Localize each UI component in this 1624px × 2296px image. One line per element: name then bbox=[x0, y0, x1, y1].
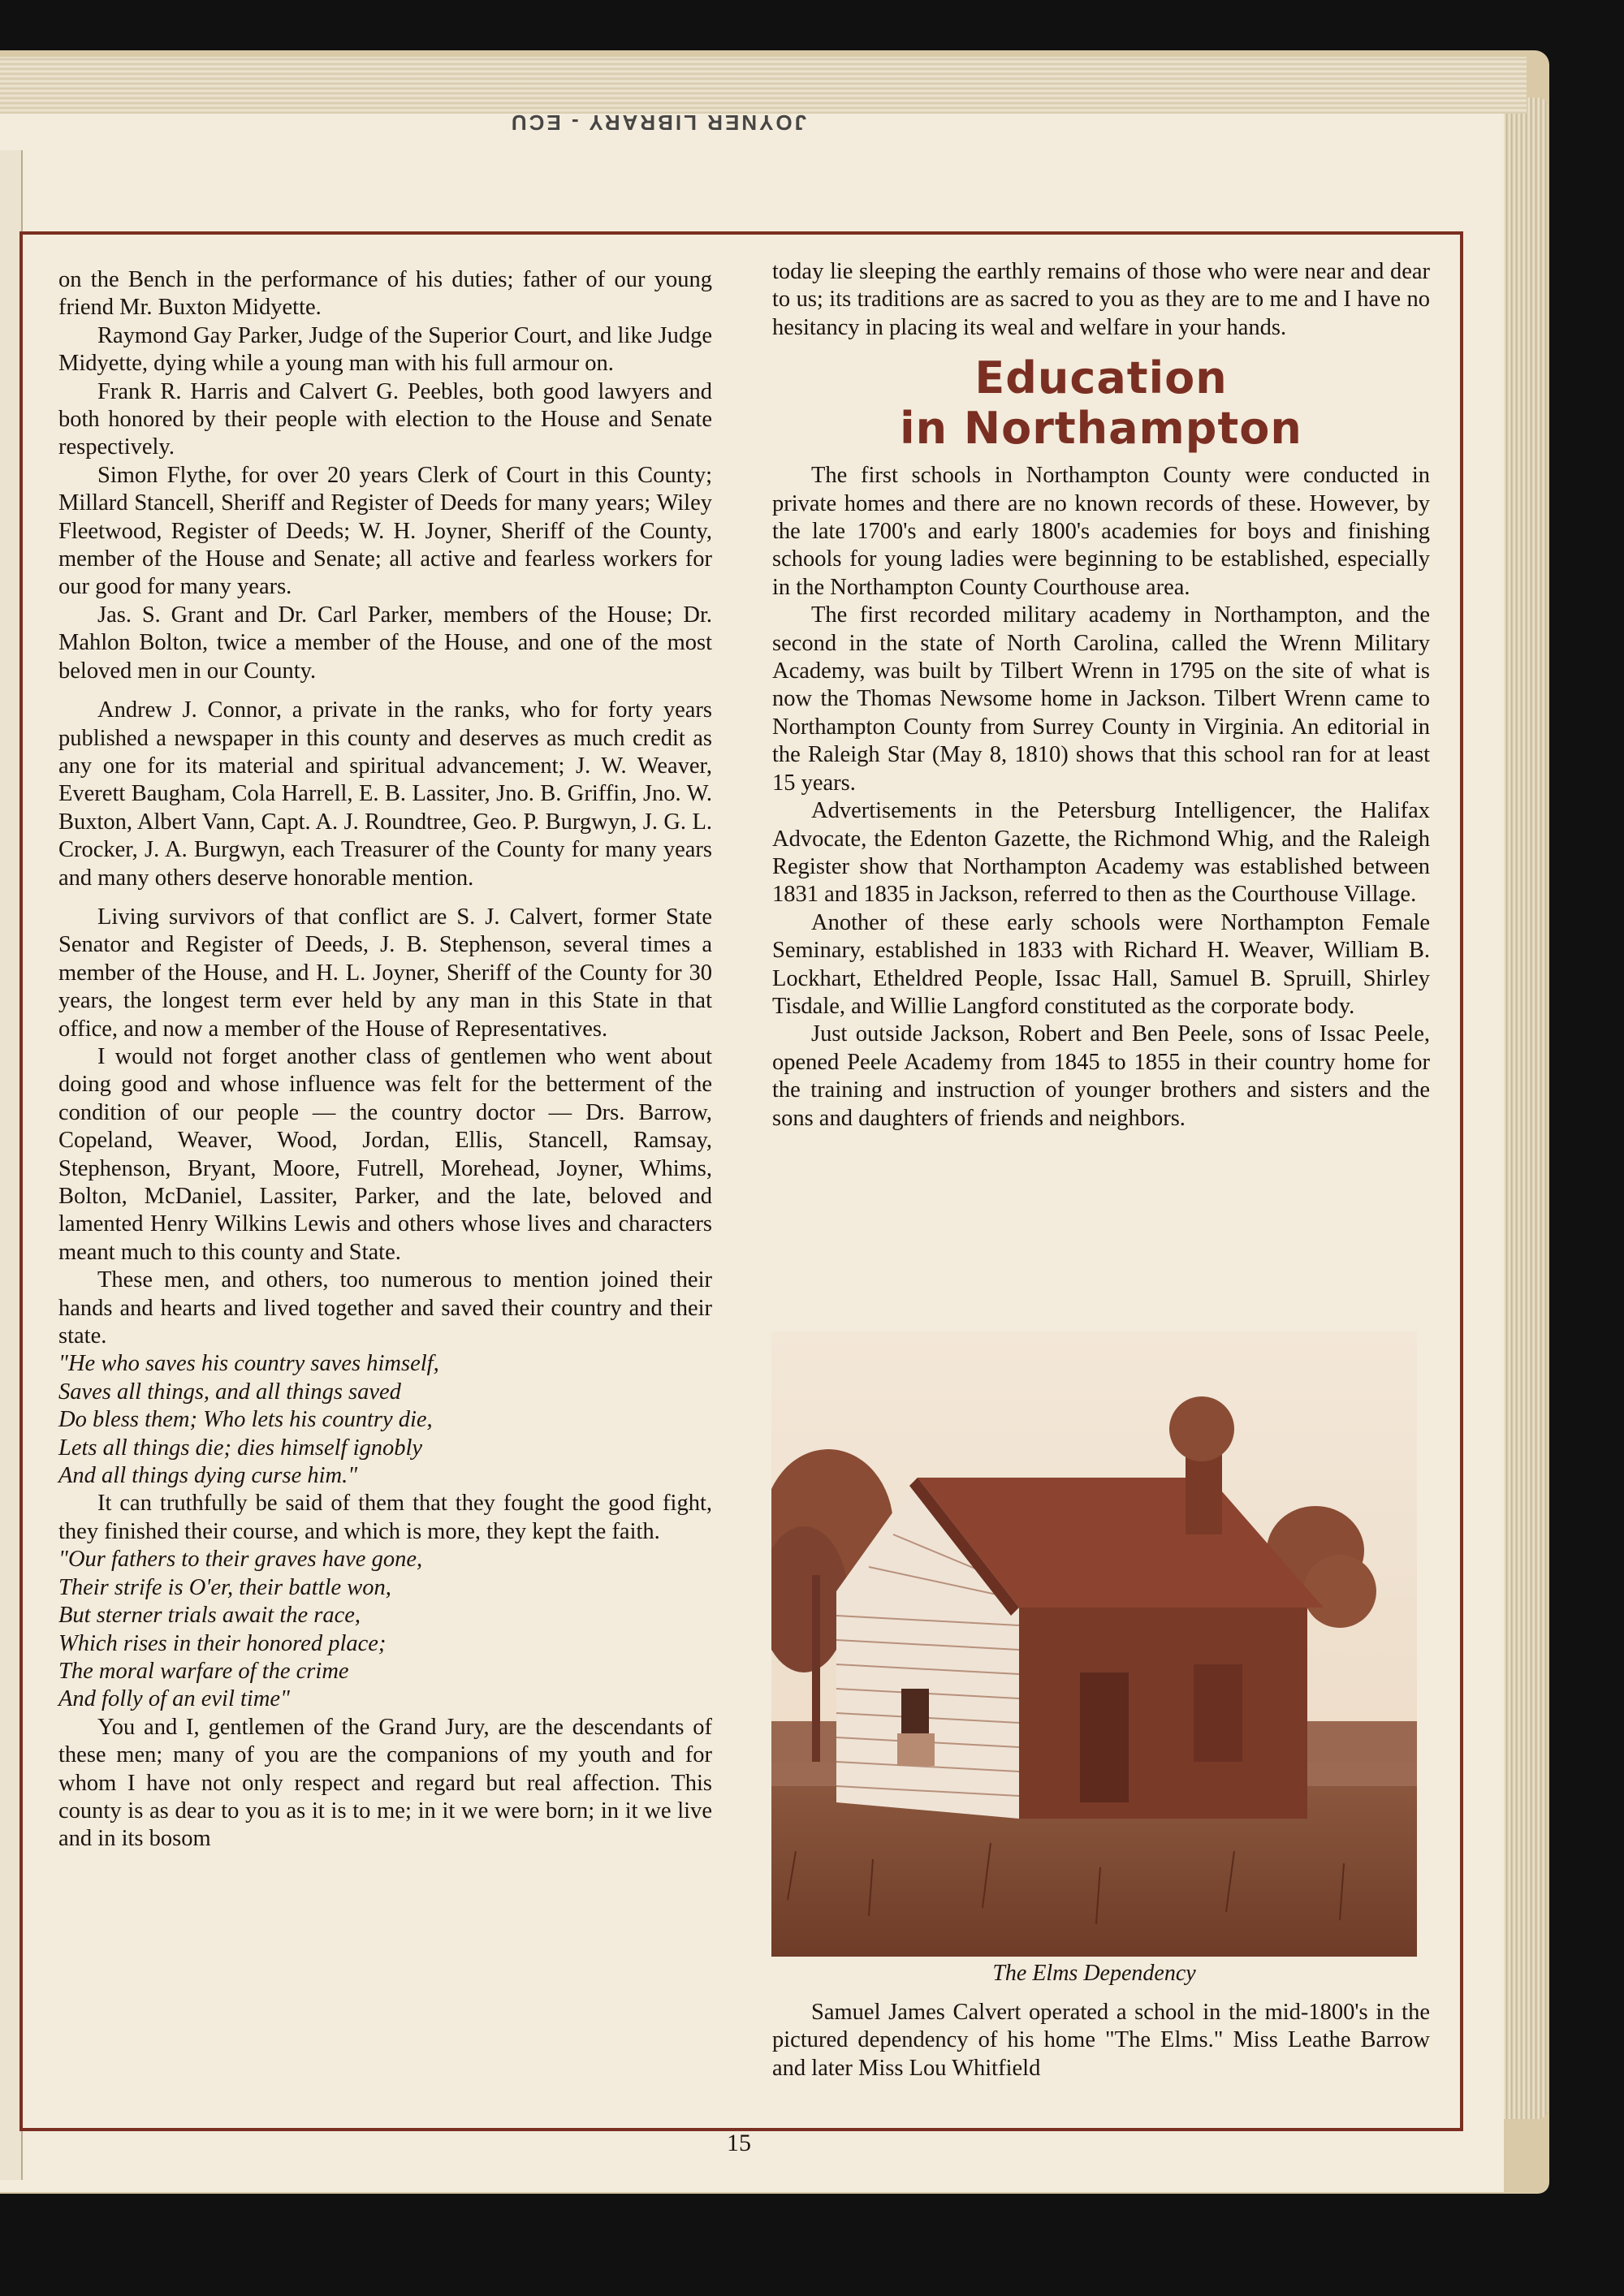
library-stamp: JOYNER LIBRARY - ECU bbox=[508, 110, 807, 135]
heading-line: Education bbox=[974, 352, 1228, 404]
paragraph: I would not forget another class of gentlemen who went about doing good and whose influence was felt for the betterment of the condition of our people — the country doctor — Drs. Barrow, Copeland, Weaver, Wood, Jordan, Ellis, Stancell, Ramsay, Stephenson, Bryant, Moore, Futrell, Morehead, Joyner, Whims, Bolton, McDaniel, Lassiter, Parker, and the late, beloved and lamented Henry Wilkins Lewis and others whose lives and characters meant much to this county and State. bbox=[58, 1043, 712, 1265]
paragraph: These men, and others, too numerous to mention joined their hands and hearts and lived together and saved their country and their state. bbox=[58, 1267, 712, 1349]
poem-line: And all things dying curse him." bbox=[58, 1463, 358, 1489]
paragraph: You and I, gentlemen of the Grand Jury, are the descendants of these men; many of you are the companions of my youth and for whom I have not only respect and regard but real affection. This county is as dear to you as it is to me; in it we were born; in it we live and in its bosom bbox=[58, 1714, 712, 1852]
paragraph: today lie sleeping the earthly remains of those who were near and dear to us; its traditions are as sacred to you as they are to me and I have no hesitancy in placing its weal and welfare in your hands. bbox=[772, 259, 1430, 340]
paragraph: Advertisements in the Petersburg Intelligencer, the Halifax Advocate, the Edenton Gazette, the Richmond Whig, and the Raleigh Register show that Northampton Academy was established between 1831 and 1835 in Jackson, referred to then as the Courthouse Village. bbox=[772, 798, 1430, 908]
poem-line: Their strife is O'er, their battle won, bbox=[58, 1574, 391, 1600]
right-column bbox=[772, 258, 1430, 1133]
poem-line: Lets all things die; dies himself ignobly bbox=[58, 1435, 423, 1461]
paragraph: It can truthfully be said of them that they fought the good fight, they finished their course, and which is more, they kept the faith. bbox=[58, 1491, 712, 1544]
paragraph: on the Bench in the performance of his duties; father of our young friend Mr. Buxton Midyette. bbox=[58, 267, 712, 321]
paragraph: Raymond Gay Parker, Judge of the Superior Court, and like Judge Midyette, dying while a young man with his full armour on. bbox=[58, 322, 712, 377]
paragraph: Jas. S. Grant and Dr. Carl Parker, members of the House; Dr. Mahlon Bolton, twice a member of the House, and one of the most beloved men in our County. bbox=[58, 602, 712, 684]
left-column bbox=[58, 266, 712, 1854]
paragraph: Simon Flythe, for over 20 years Clerk of Court in this County; Millard Stancell, Sheriff and Register of Deeds for many years; Wiley Fleetwood, Register of Deeds; W. H. Joyner, Sheriff of the County, member of the House and Senate; all active and fearless workers for our good for many years. bbox=[58, 462, 712, 600]
paragraph: The first schools in Northampton County were conducted in private homes and there are no known records of these. However, by the late 1700's and early 1800's academies for boys and finishing schools for young ladies were beginning to be established, especially in the Northampton County Courthouse area. bbox=[772, 463, 1430, 600]
section-heading bbox=[772, 353, 1430, 454]
dependency-house-illustration bbox=[771, 1331, 1417, 1957]
paragraph: Just outside Jackson, Robert and Ben Peele, sons of Issac Peele, opened Peele Academy from 1845 to 1855 in their country home for the training and instruction of younger brothers and sisters and the sons and daughters of friends and neighbors. bbox=[772, 1021, 1430, 1131]
paragraph: The first recorded military academy in Northampton, and the second in the state of North Carolina, called the Wrenn Military Academy, was built by Tilbert Wrenn in 1795 on the site of what is now the Thomas Newsome home in Jackson. Tilbert Wrenn came to Northampton County from Surrey County in Virginia. An editorial in the Raleigh Star (May 8, 1810) shows that this school ran for at least 15 years. bbox=[772, 602, 1430, 796]
poem-line: But sterner trials await the race, bbox=[58, 1603, 361, 1629]
page-edges bbox=[1502, 97, 1548, 2119]
top-page-edges bbox=[0, 57, 1527, 114]
paragraph: Frank R. Harris and Calvert G. Peebles, both good lawyers and both honored by their people with election to the House and Senate respectively. bbox=[58, 378, 712, 460]
poem-line: Saves all things, and all things saved bbox=[58, 1379, 401, 1405]
paragraph: Living survivors of that conflict are S. J. Calvert, former State Senator and Register of Deeds, J. B. Stephenson, several times a member of the House, and H. L. Joyner, Sheriff of the County for 30 years, the longest term ever held by any man in this State in that office, and now a member of the House of Representatives. bbox=[58, 904, 712, 1042]
photo-elms-dependency bbox=[771, 1331, 1417, 1957]
heading-line: in Northampton bbox=[900, 403, 1302, 455]
page-number: 15 bbox=[727, 2130, 751, 2156]
poem-line: The moral warfare of the crime bbox=[58, 1658, 349, 1684]
poem-line: "Our fathers to their graves have gone, bbox=[58, 1547, 423, 1573]
paragraph: Andrew J. Connor, a private in the ranks, who for forty years published a newspaper in this county and deserves as much credit as any one for its material and spiritual advancement; J. W. Weaver, Everett Baugham, Cola Harrell, E. B. Lassiter, Jno. B. Griffin, Jno. W. Buxton, Albert Vann, Capt. A. J. Roundtree, Geo. P. Burgwyn, J. G. L. Crocker, J. A. Burgwyn, each Treasurer of the County for many years and many others deserve honorable mention. bbox=[58, 697, 712, 891]
paragraph: Samuel James Calvert operated a school in the mid-1800's in the pictured dependency of his home "The Elms." Miss Leathe Barrow and later Miss Lou Whitfield bbox=[772, 2000, 1430, 2081]
poem-line: And folly of an evil time" bbox=[58, 1686, 291, 1712]
paragraph: Another of these early schools were Northampton Female Seminary, established in 1833 with Richard H. Weaver, William B. Lockhart, Etheldred People, Issac Hall, Samuel B. Spruill, Shirley Tisdale, and Willie Langford constituted as the corporate body. bbox=[772, 909, 1430, 1019]
right-column-continuation bbox=[772, 1999, 1430, 2082]
poem-line: Which rises in their honored place; bbox=[58, 1630, 387, 1656]
photo-caption: The Elms Dependency bbox=[992, 1961, 1196, 1986]
poem-line: "He who saves his country saves himself, bbox=[58, 1351, 439, 1377]
poem-line: Do bless them; Who lets his country die, bbox=[58, 1407, 433, 1433]
